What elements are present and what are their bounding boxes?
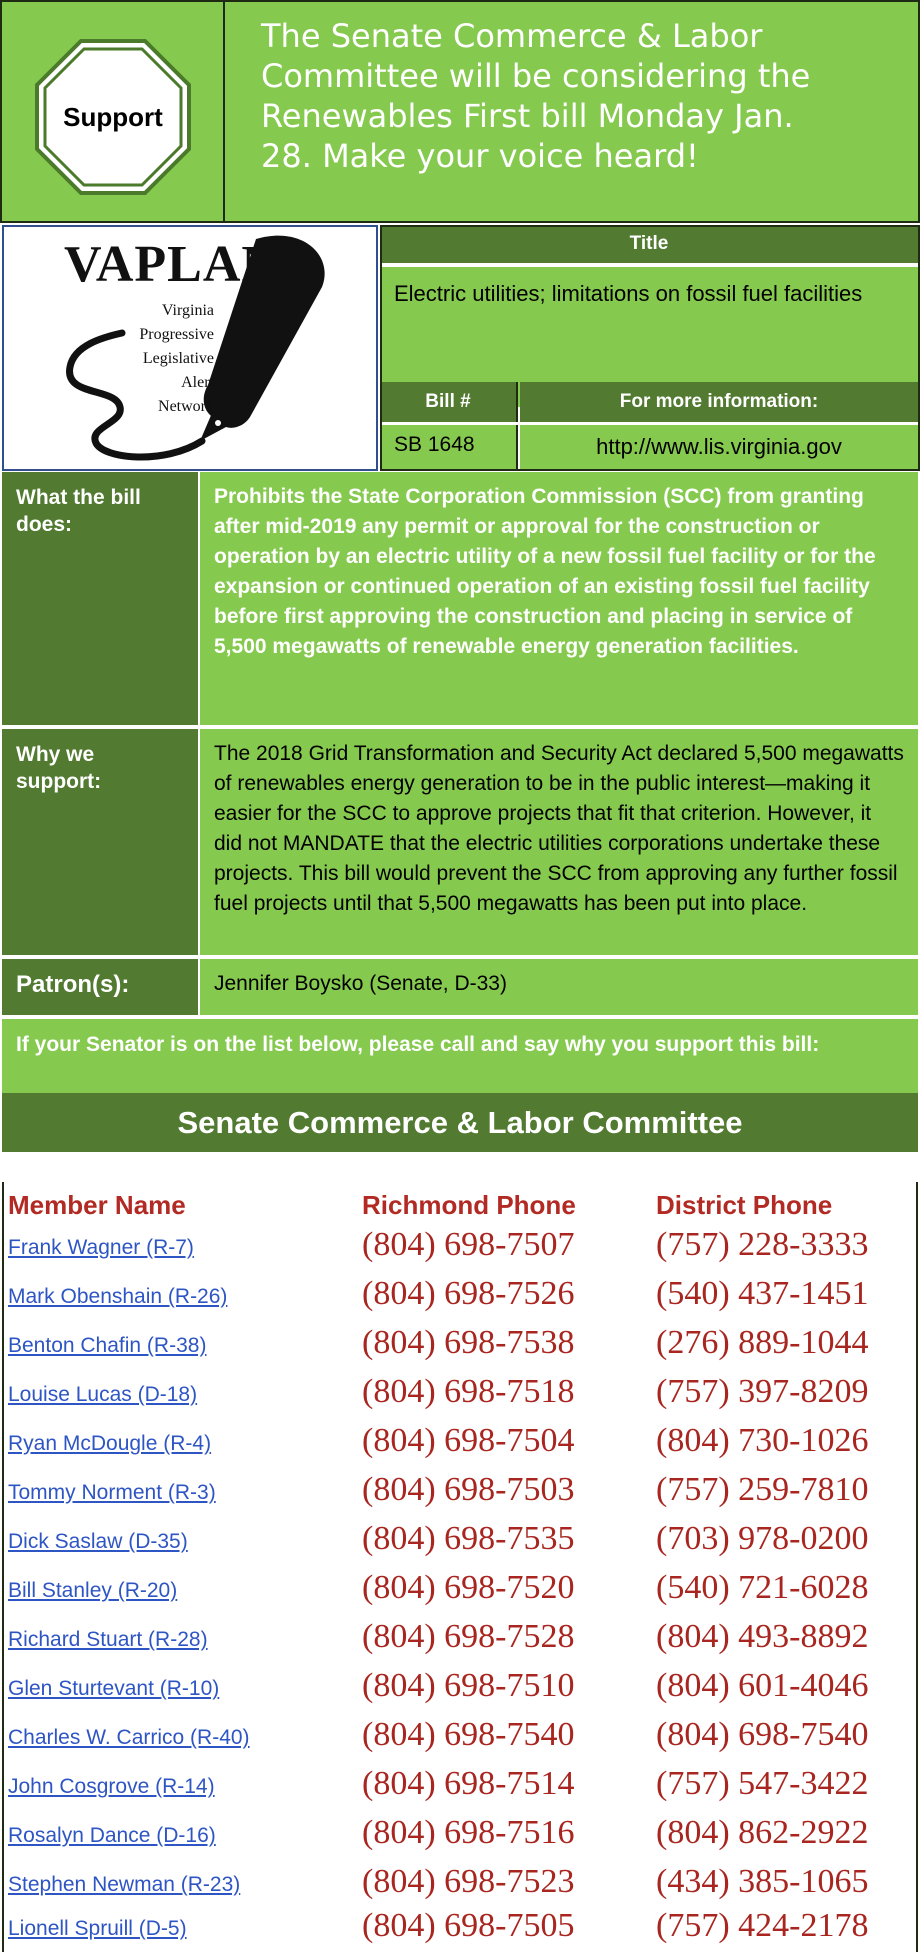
member-link[interactable]: Dick Saslaw (D-35) bbox=[8, 1530, 188, 1553]
richmond-phone: (804) 698-7526 bbox=[362, 1275, 575, 1312]
district-phone: (804) 862-2922 bbox=[656, 1814, 869, 1851]
table-row bbox=[4, 1222, 916, 1271]
richmond-phone: (804) 698-7535 bbox=[362, 1520, 575, 1557]
member-link[interactable]: Mark Obenshain (R-26) bbox=[8, 1285, 228, 1308]
richmond-phone: (804) 698-7503 bbox=[362, 1471, 575, 1508]
richmond-phone-header: Richmond Phone bbox=[362, 1190, 576, 1220]
district-phone: (804) 493-8892 bbox=[656, 1618, 869, 1655]
headline-line: The Senate Commerce & Labor bbox=[261, 17, 763, 55]
vaplan-tagline bbox=[94, 299, 214, 419]
member-link[interactable]: Charles W. Carrico (R-40) bbox=[8, 1726, 250, 1749]
headline-line: Committee will be considering the bbox=[261, 57, 811, 95]
what-bill-does-row bbox=[2, 472, 918, 725]
district-phone: (757) 259-7810 bbox=[656, 1471, 869, 1508]
district-phone: (434) 385-1065 bbox=[656, 1863, 869, 1900]
member-link[interactable]: Richard Stuart (R-28) bbox=[8, 1628, 208, 1651]
district-phone: (757) 424-2178 bbox=[656, 1907, 869, 1944]
member-link[interactable]: Ryan McDougle (R-4) bbox=[8, 1432, 212, 1455]
richmond-phone: (804) 698-7523 bbox=[362, 1863, 575, 1900]
bill-number-value: SB 1648 bbox=[380, 425, 518, 469]
member-name-header: Member Name bbox=[8, 1190, 186, 1220]
richmond-phone: (804) 698-7540 bbox=[362, 1716, 575, 1753]
member-link[interactable]: Tommy Norment (R-3) bbox=[8, 1481, 216, 1504]
tagline-line: Progressive bbox=[139, 326, 214, 343]
richmond-phone: (804) 698-7514 bbox=[362, 1765, 575, 1802]
bill-summary-table bbox=[380, 225, 920, 471]
table-row bbox=[4, 1271, 916, 1320]
support-badge-label: Support bbox=[63, 101, 163, 132]
bill-number-header: Bill # bbox=[380, 382, 518, 422]
district-phone: (804) 698-7540 bbox=[656, 1716, 869, 1753]
member-link[interactable]: Louise Lucas (D-18) bbox=[8, 1383, 198, 1406]
table-row bbox=[4, 1467, 916, 1516]
tagline-line: Legislative bbox=[142, 350, 214, 367]
table-row bbox=[4, 1859, 916, 1908]
richmond-phone: (804) 698-7528 bbox=[362, 1618, 575, 1655]
richmond-phone: (804) 698-7505 bbox=[362, 1907, 575, 1944]
richmond-phone: (804) 698-7538 bbox=[362, 1324, 575, 1361]
table-row bbox=[4, 1663, 916, 1712]
table-row bbox=[4, 1418, 916, 1467]
member-link[interactable]: John Cosgrove (R-14) bbox=[8, 1775, 215, 1798]
table-row bbox=[4, 1369, 916, 1418]
table-row bbox=[4, 1614, 916, 1663]
member-link[interactable]: Stephen Newman (R-23) bbox=[8, 1873, 241, 1896]
headline bbox=[261, 16, 898, 176]
title-header: Title bbox=[380, 225, 918, 263]
member-link[interactable]: Frank Wagner (R-7) bbox=[8, 1236, 194, 1259]
member-link[interactable]: Lionell Spruill (D-5) bbox=[8, 1917, 187, 1940]
support-badge-cell bbox=[0, 0, 225, 223]
table-row bbox=[4, 1320, 916, 1369]
tagline-line: Alert bbox=[181, 374, 214, 391]
vaplan-wordmark: VAPLAN bbox=[64, 236, 280, 293]
district-phone: (804) 601-4046 bbox=[656, 1667, 869, 1704]
district-phone: (540) 437-1451 bbox=[656, 1275, 869, 1312]
title-value: Electric utilities; limitations on fossil fuel facilities bbox=[380, 267, 918, 407]
more-info-link[interactable]: http://www.lis.virginia.gov bbox=[520, 425, 918, 469]
vaplan-logo bbox=[2, 225, 378, 471]
district-phone: (804) 730-1026 bbox=[656, 1422, 869, 1459]
tagline-line: Virginia bbox=[161, 302, 214, 319]
header bbox=[0, 0, 920, 225]
patron-value: Jennifer Boysko (Senate, D-33) bbox=[200, 959, 918, 1015]
table-row bbox=[4, 1565, 916, 1614]
why-support-label: Why we support: bbox=[2, 729, 198, 955]
member-link[interactable]: Bill Stanley (R-20) bbox=[8, 1579, 178, 1602]
table-row bbox=[4, 1761, 916, 1810]
patron-label: Patron(s): bbox=[2, 959, 198, 1015]
district-phone: (757) 397-8209 bbox=[656, 1373, 869, 1410]
why-support-row bbox=[2, 729, 918, 955]
member-link[interactable]: Benton Chafin (R-38) bbox=[8, 1334, 207, 1357]
headline-cell bbox=[225, 0, 920, 223]
member-link[interactable]: Rosalyn Dance (D-16) bbox=[8, 1824, 216, 1847]
headline-line: Renewables First bill Monday Jan. bbox=[261, 97, 794, 135]
what-bill-does-label: What the bill does: bbox=[2, 472, 198, 725]
richmond-phone: (804) 698-7504 bbox=[362, 1422, 575, 1459]
district-phone: (757) 547-3422 bbox=[656, 1765, 869, 1802]
district-phone: (703) 978-0200 bbox=[656, 1520, 869, 1557]
richmond-phone: (804) 698-7516 bbox=[362, 1814, 575, 1851]
what-bill-does-value: Prohibits the State Corporation Commission (SCC) from granting after mid-2019 any permit or approval for the construction or operation by an electric utility of a new fossil fuel facility or for the expansion or continued operation of an existing fossil fuel facility before first approving the construction and placing in service of 5,500 megawatts of renewable energy generation facilities. bbox=[200, 472, 918, 725]
richmond-phone: (804) 698-7518 bbox=[362, 1373, 575, 1410]
committee-members-table bbox=[2, 1182, 918, 1952]
richmond-phone: (804) 698-7520 bbox=[362, 1569, 575, 1606]
district-phone: (540) 721-6028 bbox=[656, 1569, 869, 1606]
district-phone: (276) 889-1044 bbox=[656, 1324, 869, 1361]
district-phone: (757) 228-3333 bbox=[656, 1226, 869, 1263]
member-link[interactable]: Glen Sturtevant (R-10) bbox=[8, 1677, 220, 1700]
why-support-value: The 2018 Grid Transformation and Security Act declared 5,500 megawatts of renewables energy generation to be in the public interest—making it easier for the SCC to approve projects that fit that criterion. However, it did not MANDATE that the electric utilities corporations undertake these projects. This bill would prevent the SCC from approving any further fossil fuel projects until that 5,500 megawatts has been put into place. bbox=[200, 729, 918, 955]
patron-row bbox=[2, 959, 918, 1015]
table-row bbox=[4, 1810, 916, 1859]
call-to-action: If your Senator is on the list below, please call and say why you support this bill: bbox=[2, 1019, 918, 1093]
table-row bbox=[4, 1516, 916, 1565]
table-row bbox=[4, 1712, 916, 1761]
district-phone-header: District Phone bbox=[656, 1190, 833, 1220]
tagline-line: Network bbox=[158, 398, 214, 415]
more-info-header: For more information: bbox=[520, 382, 918, 422]
richmond-phone: (804) 698-7510 bbox=[362, 1667, 575, 1704]
headline-line: 28. Make your voice heard! bbox=[261, 137, 699, 175]
table-row bbox=[4, 1903, 916, 1952]
committee-heading: Senate Commerce & Labor Committee bbox=[2, 1093, 918, 1152]
richmond-phone: (804) 698-7507 bbox=[362, 1226, 575, 1263]
